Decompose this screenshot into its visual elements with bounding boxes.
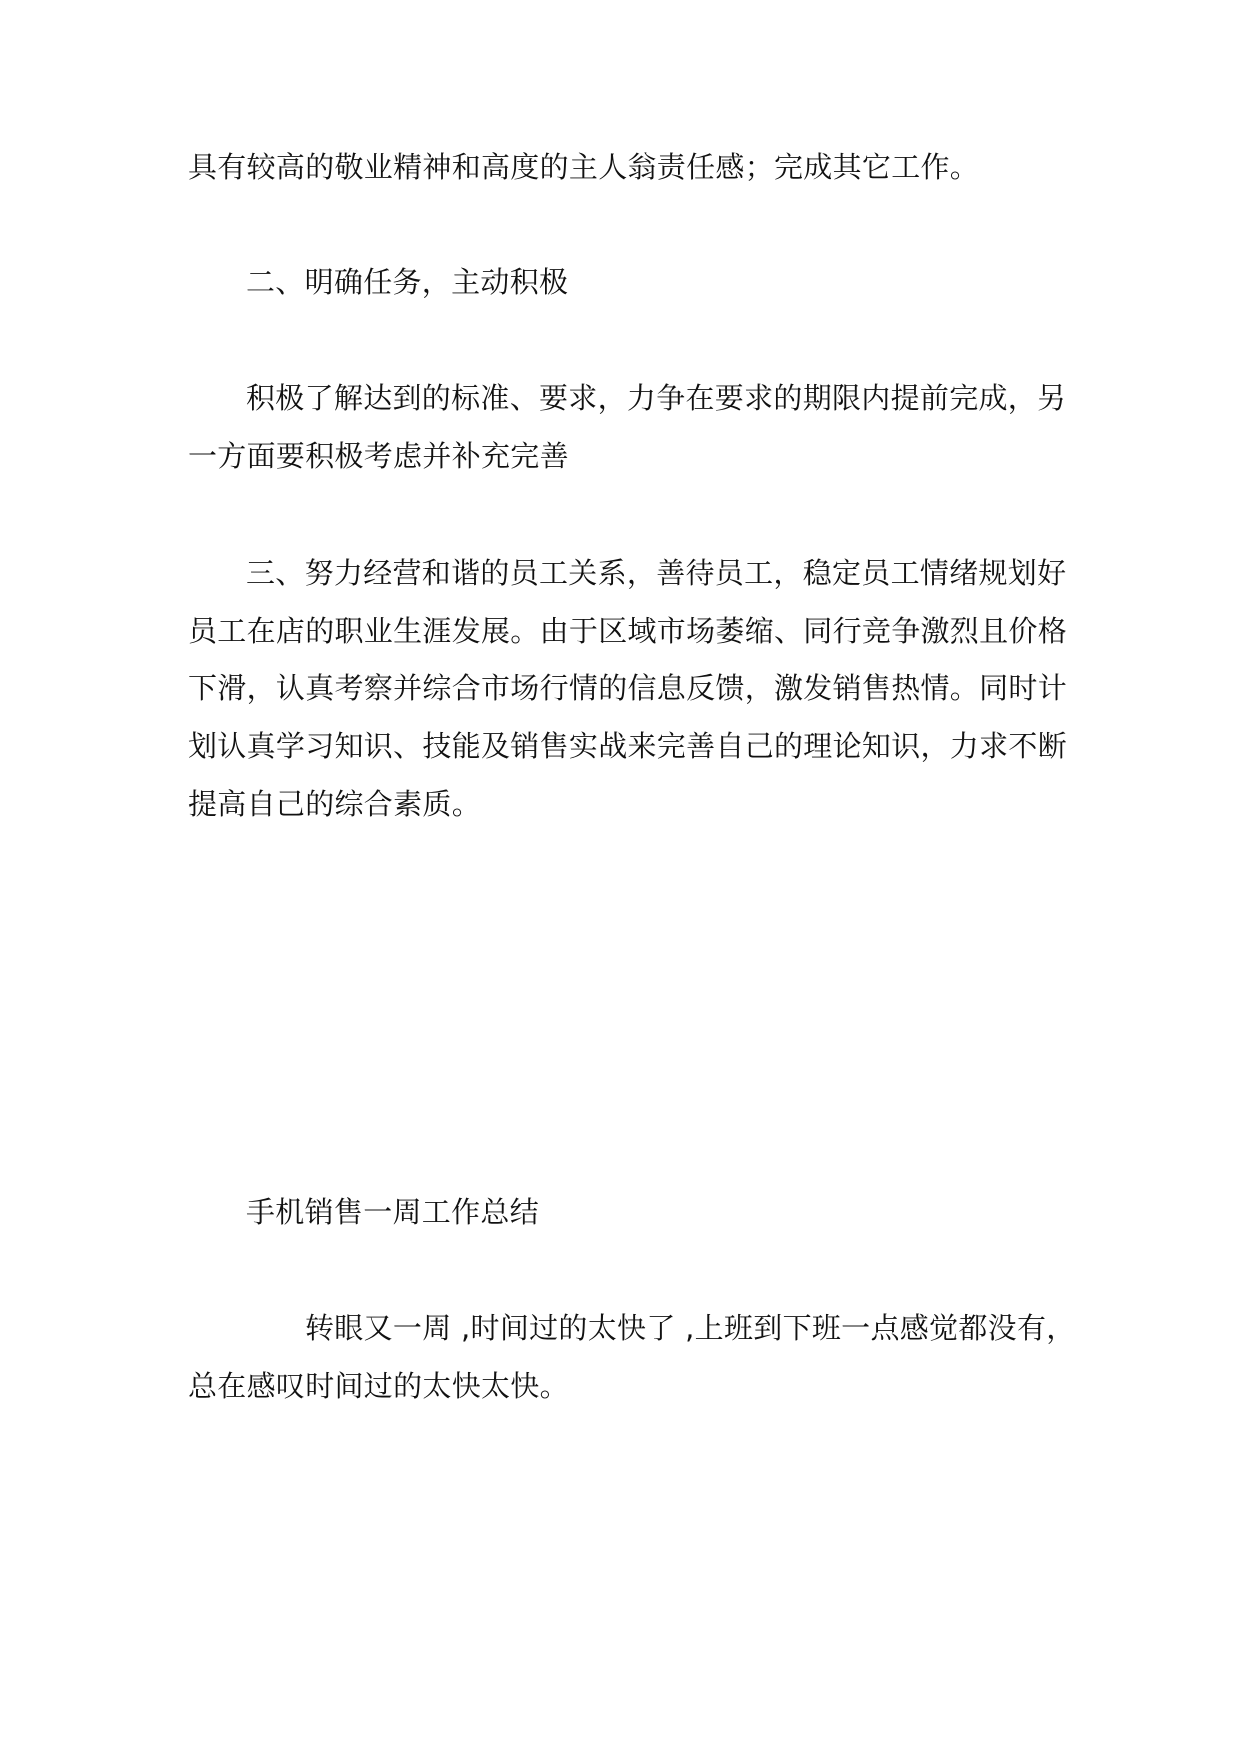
paragraph-3-line-2: 员工在店的职业生涯发展。由于区域市场萎缩、同行竞争激烈且价格 [188,614,1068,648]
paragraph-3-line-3: 下滑，认真考察并综合市场行情的信息反馈，激发销售热情。同时计 [188,671,1068,705]
paragraph-2-line-1: 积极了解达到的标准、要求，力争在要求的期限内提前完成，另 [246,381,1067,415]
paragraph-2-line-2: 一方面要积极考虑并补充完善 [188,439,569,473]
paragraph-3-line-5: 提高自己的综合素质。 [188,787,482,821]
section-title: 手机销售一周工作总结 [246,1195,540,1229]
paragraph-3-line-4: 划认真学习知识、技能及销售实战来完善自己的理论知识，力求不断 [188,729,1068,763]
paragraph-4-line-2: 总在感叹时间过的太快太快。 [188,1369,569,1403]
section-heading-2: 二、明确任务，主动积极 [246,265,569,299]
paragraph-4-line-1: 转眼又一周 ,时间过的太快了 ,上班到下班一点感觉都没有， [305,1311,1076,1345]
paragraph-1-line-1: 具有较高的敬业精神和高度的主人翁责任感；完成其它工作。 [188,150,980,184]
paragraph-3-line-1: 三、努力经营和谐的员工关系，善待员工，稳定员工情绪规划好 [246,556,1067,590]
